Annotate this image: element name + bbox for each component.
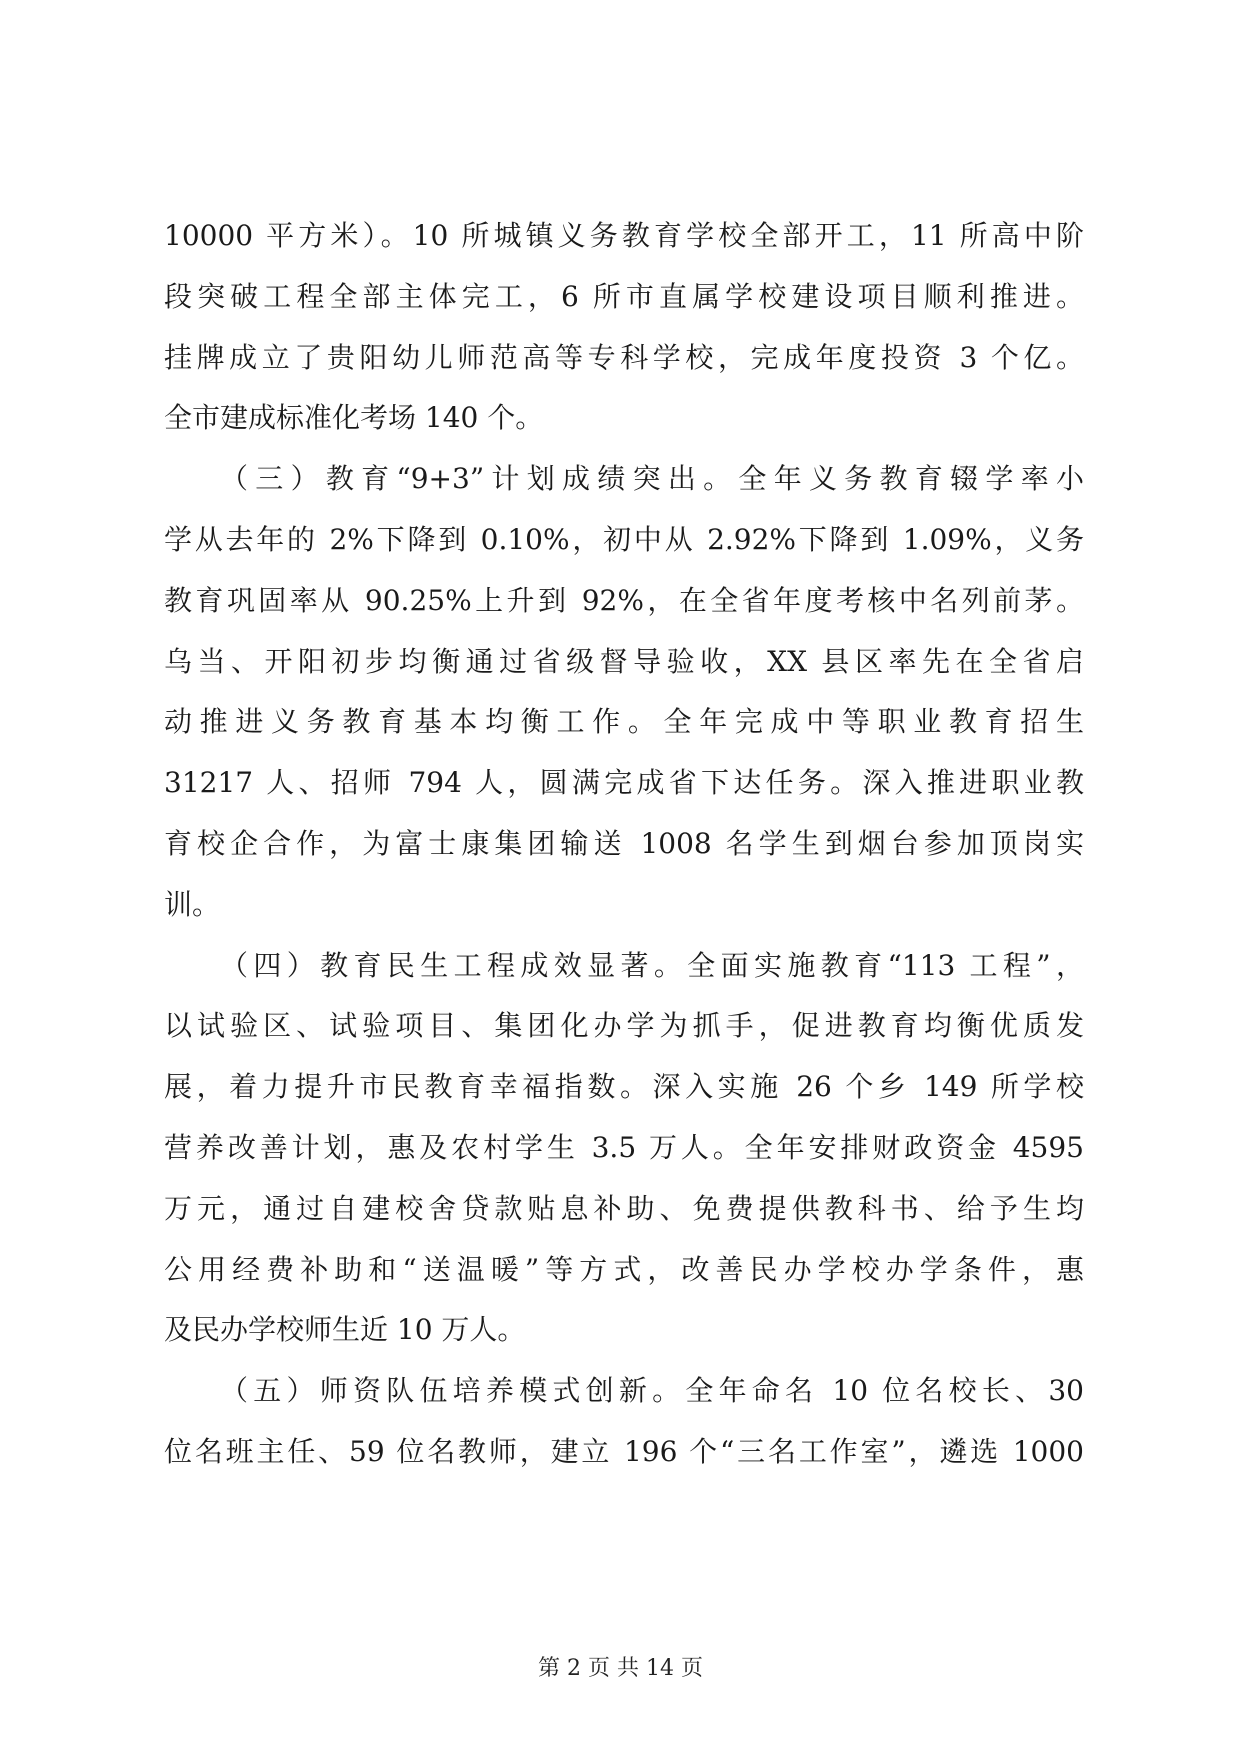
text-line: 展，着力提升市民教育幸福指数。深入实施 26 个乡 149 所学校 [164, 1070, 1084, 1104]
text-line: 动推进义务教育基本均衡工作。全年完成中等职业教育招生 [164, 705, 1084, 739]
text-line: 乌当、开阳初步均衡通过省级督导验收，XX 县区率先在全省启 [164, 644, 1084, 678]
document-body [164, 206, 1084, 1483]
text-line: 教育巩固率从 90.25%上升到 92%，在全省年度考核中名列前茅。 [164, 583, 1084, 617]
text-line: 以试验区、试验项目、集团化办学为抓手，促进教育均衡优质发 [164, 1009, 1084, 1043]
text-line: 全市建成标准化考场 140 个。 [164, 401, 544, 435]
text-line: 公用经费补助和“送温暖”等方式，改善民办学校办学条件，惠 [164, 1252, 1084, 1286]
page-number-footer: 第 2 页 共 14 页 [538, 1656, 703, 1681]
section-heading-line: （五）师资队伍培养模式创新。全年命名 10 位名校长、30 [220, 1374, 1084, 1408]
text-line: 学从去年的 2%下降到 0.10%，初中从 2.92%下降到 1.09%，义务 [164, 522, 1084, 556]
text-line: 万元，通过自建校舍贷款贴息补助、免费提供教科书、给予生均 [164, 1191, 1084, 1225]
text-line: 10000 平方米）。10 所城镇义务教育学校全部开工，11 所高中阶 [164, 219, 1084, 252]
text-line: 育校企合作，为富士康集团输送 1008 名学生到烟台参加顶岗实 [164, 826, 1084, 860]
text-line: 挂牌成立了贵阳幼儿师范高等专科学校，完成年度投资 3 个亿。 [164, 340, 1084, 374]
section-heading-line: （三）教育“9+3”计划成绩突出。全年义务教育辍学率小 [220, 462, 1084, 496]
text-line: 位名班主任、59 位名教师，建立 196 个“三名工作室”，遴选 1000 [164, 1434, 1084, 1468]
text-line: 训。 [164, 887, 221, 921]
text-line: 段突破工程全部主体完工，6 所市直属学校建设项目顺利推进。 [164, 279, 1084, 313]
text-line: 营养改善计划，惠及农村学生 3.5 万人。全年安排财政资金 4595 [164, 1130, 1084, 1164]
section-heading-line: （四）教育民生工程成效显著。全面实施教育“113 工程”， [220, 948, 1084, 982]
text-line: 及民办学校师生近 10 万人。 [164, 1313, 526, 1347]
text-line: 31217 人、招师 794 人，圆满完成省下达任务。深入推进职业教 [164, 766, 1084, 800]
